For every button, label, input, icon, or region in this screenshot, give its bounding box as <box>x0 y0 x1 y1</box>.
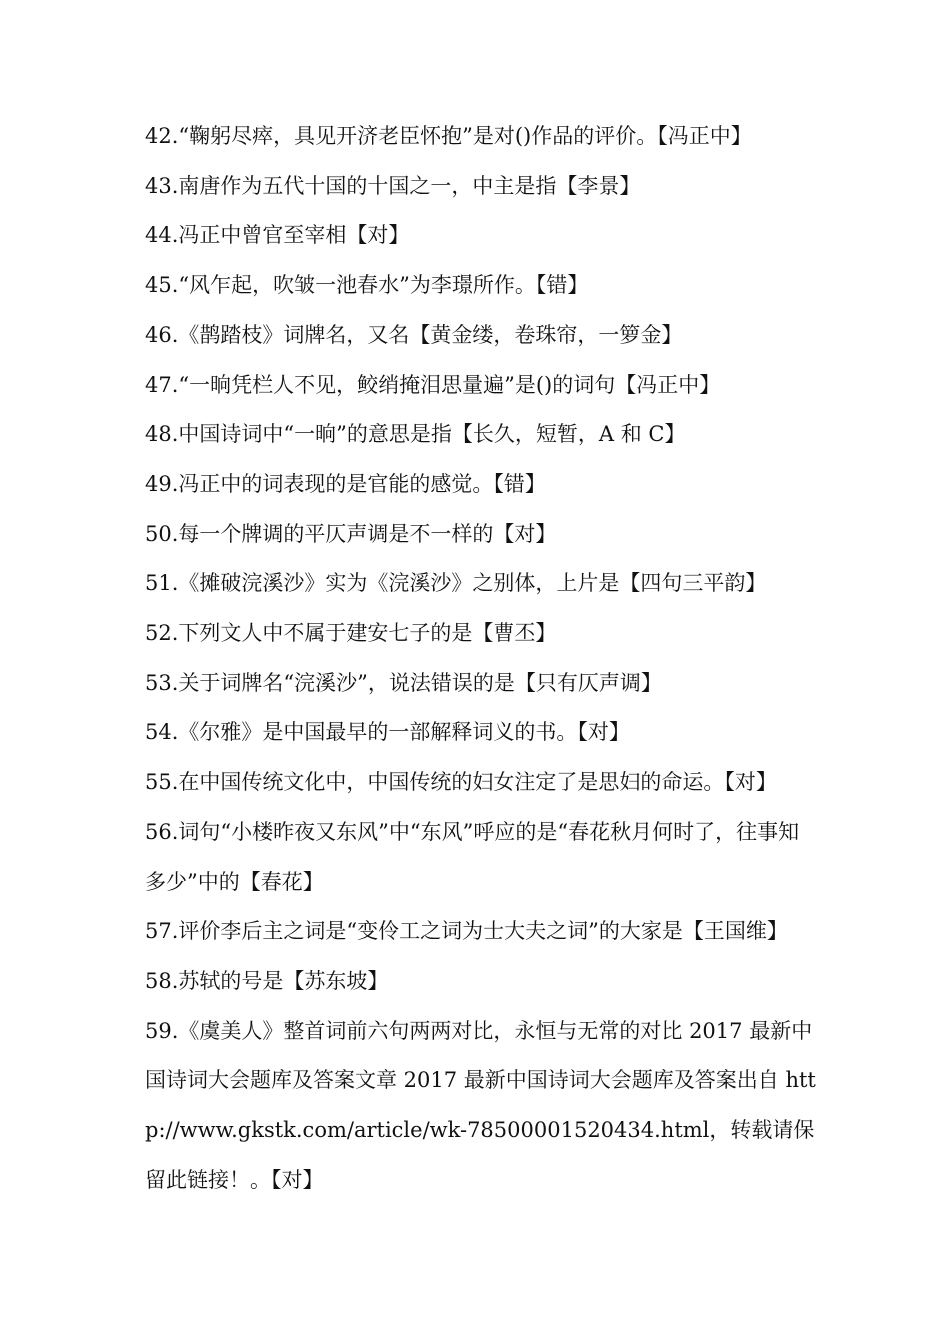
question-list <box>145 112 817 1205</box>
question-item: 50.每一个牌调的平仄声调是不一样的【对】 <box>145 521 557 546</box>
question-item: 44.冯正中曾官至宰相【对】 <box>145 223 410 248</box>
question-item: 56.词句“小楼昨夜又东风”中“东风”呼应的是“春花秋月何时了，往事知多少”中的【春花】 <box>145 819 800 894</box>
question-item: 47.“一晌凭栏人不见，鲛绡掩泪思量遍”是()的词句【冯正中】 <box>145 372 721 397</box>
question-item: 48.中国诗词中“一晌”的意思是指【长久，短暂，A 和 C】 <box>145 422 686 447</box>
question-item: 54.《尔雅》是中国最早的一部解释词义的书。【对】 <box>145 720 630 745</box>
question-item: 53.关于词牌名“浣溪沙”，说法错误的是【只有仄声调】 <box>145 670 662 695</box>
question-item: 45.“风乍起，吹皱一池春水”为李璟所作。【错】 <box>145 273 589 298</box>
question-item: 52.下列文人中不属于建安七子的是【曹丕】 <box>145 621 557 646</box>
question-item: 42.“鞠躬尽瘁，具见开济老臣怀抱”是对()作品的评价。【冯正中】 <box>145 124 752 148</box>
question-item: 49.冯正中的词表现的是官能的感觉。【错】 <box>145 471 546 496</box>
question-item: 57.评价李后主之词是“变伶工之词为士大夫之词”的大家是【王国维】 <box>145 919 788 944</box>
question-item: 55.在中国传统文化中，中国传统的妇女注定了是思妇的命运。【对】 <box>145 770 777 795</box>
question-item: 51.《摊破浣溪沙》实为《浣溪沙》之别体，上片是【四句三平韵】 <box>145 571 767 596</box>
question-item: 58.苏轼的号是【苏东坡】 <box>145 968 389 993</box>
question-item: 59.《虞美人》整首词前六句两两对比，永恒与无常的对比 2017 最新中国诗词大会题库及答案文章 2017 最新中国诗词大会题库及答案出自 http://www.gkstk.com/article/wk-78500001520434.html，转载请保留此链接！。【对】 <box>145 1018 816 1192</box>
question-item: 46.《鹊踏枝》词牌名，又名【黄金缕，卷珠帘，一箩金】 <box>145 322 683 347</box>
question-item: 43.南唐作为五代十国的十国之一，中主是指【李景】 <box>145 173 641 198</box>
